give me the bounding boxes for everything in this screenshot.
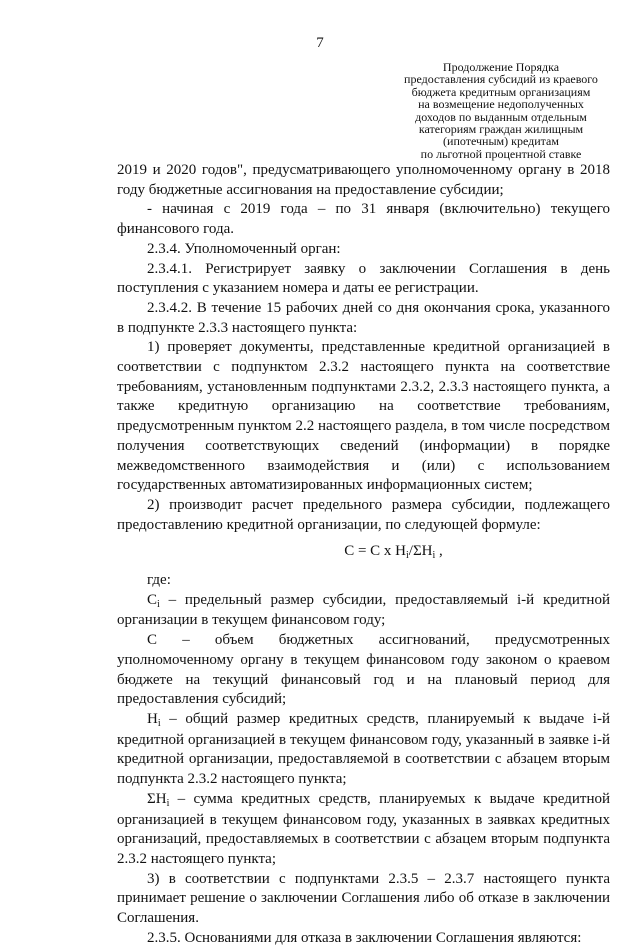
header-note-line: предоставления субсидий из краевого — [404, 72, 598, 87]
definition-text: – сумма кредитных средств, планируемых к выдаче кредитной организацией в текущем финансовом году, указанных в заявках кредитных организаций, предоставляемых в соответствии с абзацем вторым подпункта 2.3.2 настоящего пункта; — [117, 790, 610, 867]
definition-text: – общий размер кредитных средств, планируемый к выдаче i-й кредитной организацией в текущем финансовом году, указанный в заявке i-й кредитной организации, предоставляемой в соответствии с абзацем вторым подпункта 2.3.2 настоящего пункта; — [117, 710, 610, 788]
symbol-subscript: i — [157, 717, 161, 729]
header-note-line: (ипотечным) кредитам — [443, 134, 559, 149]
paragraph: 2.3.4.1. Регистрирует заявку о заключении Соглашения в день поступления с указанием номера и даты ее регистрации. — [117, 260, 610, 297]
paragraph: 2019 и 2020 годов", предусматривающего уполномоченному органу в 2018 году бюджетные ассигнования на предоставление субсидии; — [117, 162, 610, 198]
paragraph: 3) в соответствии с подпунктами 2.3.5 – 2.3.7 настоящего пункта принимает решение о заключении Соглашения либо об отказе в заключении Соглашения. — [117, 870, 610, 927]
definition-text: – предельный размер субсидии, предоставляемый i-й кредитной организации в текущем финансовом году; — [117, 591, 610, 629]
paragraph: где: — [147, 572, 171, 589]
formula-subscript: i — [406, 550, 409, 562]
symbol: C — [147, 591, 158, 608]
header-note-line: Продолжение Порядка — [442, 60, 560, 74]
formula-mid: /ΣH — [408, 543, 433, 560]
definition-hi — [117, 710, 610, 790]
header-note-line: категориям граждан жилищным — [418, 122, 584, 137]
symbol: ΣH — [147, 790, 167, 807]
paragraph: 2) производит расчет предельного размера субсидии, подлежащего предоставлению кредитной организации, по следующей формуле: — [117, 496, 610, 533]
formula-subscript: i — [432, 550, 436, 562]
header-note-line: на возмещение недополученных — [418, 97, 584, 112]
symbol: H — [147, 710, 158, 727]
header-note-line: по льготной процентной ставке — [420, 146, 582, 161]
paragraph: 2.3.4.2. В течение 15 рабочих дней со дня окончания срока, указанного в подпункте 2.3.3 настоящего пункта: — [117, 299, 610, 336]
paragraph: 2.3.5. Основаниями для отказа в заключении Соглашения являются: — [147, 929, 582, 946]
header-note — [392, 61, 610, 160]
paragraph: 2.3.4. Уполномоченный орган: — [147, 240, 341, 257]
definition-c: C – объем бюджетных ассигнований, предусмотренных уполномоченному органу в текущем финансовом году законом о краевом бюджете на текущий финансовый год и на плановый период для предоставления субсидий; — [117, 632, 610, 708]
paragraph: 1) проверяет документы, представленные кредитной организацией в соответствии с подпунктом 2.3.2 настоящего пункта на соответствие требованиям, установленным подпунктами 2.3.2, 2.3.3 настоящего пункта, а также кредитную организацию на соответствие требованиям, предусмотренным пунктом 2.2 настоящего раздела, в том числе посредством получения соответствующих сведений (информации) в порядке межведомственного взаимодействия и (или) с использованием государственных автоматизированных информационных систем; — [117, 339, 610, 494]
definition-sum-hi — [117, 790, 610, 870]
symbol-subscript: i — [157, 598, 160, 610]
definition-ci — [117, 591, 610, 631]
paragraph: - начиная с 2019 года – по 31 января (включительно) текущего финансового года. — [117, 201, 610, 238]
header-note-line: доходов по выданным отдельным — [415, 109, 587, 124]
formula — [117, 542, 610, 563]
formula-tail: , — [435, 543, 443, 560]
document-body — [117, 161, 610, 948]
formula-main: C = C x H — [344, 543, 406, 560]
page-number: 7 — [316, 35, 324, 51]
symbol-subscript: i — [166, 797, 170, 809]
header-note-line: бюджета кредитным организациям — [411, 84, 591, 99]
